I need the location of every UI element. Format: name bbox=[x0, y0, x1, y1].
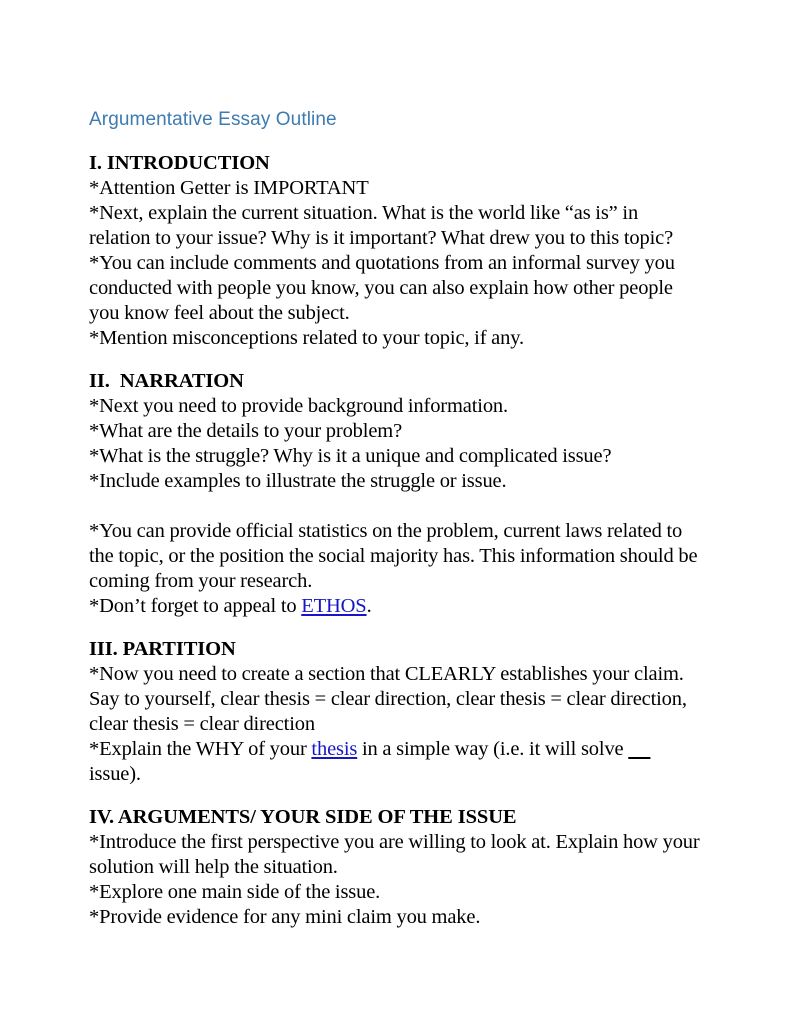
document-body bbox=[89, 108, 703, 930]
section-paragraph: *What is the struggle? Why is it a unique and complicated issue? bbox=[89, 445, 612, 467]
section-paragraph: *Next, explain the current situation. What is the world like “as is” in relation to your issue? Why is it important? What drew you to this topic? bbox=[89, 202, 674, 249]
page-title: Argumentative Essay Outline bbox=[89, 109, 337, 130]
sections-container bbox=[89, 151, 703, 930]
inline-hyperlink[interactable]: ETHOS bbox=[301, 595, 367, 617]
section-paragraph bbox=[89, 737, 703, 787]
paragraph-spacer bbox=[89, 494, 703, 519]
section-paragraph: *Attention Getter is IMPORTANT bbox=[89, 177, 369, 199]
fill-in-blank bbox=[628, 738, 650, 760]
section-heading: IV. ARGUMENTS/ YOUR SIDE OF THE ISSUE bbox=[89, 806, 517, 828]
section-paragraph bbox=[89, 594, 703, 619]
section-paragraph: *Explore one main side of the issue. bbox=[89, 881, 381, 903]
paragraph-text: . bbox=[366, 595, 372, 617]
document-section bbox=[89, 151, 703, 351]
paragraph-text: in a simple way (i.e. it will solve bbox=[357, 738, 629, 760]
section-paragraph: *Introduce the first perspective you are willing to look at. Explain how your solution will help the situation. bbox=[89, 831, 700, 878]
section-paragraph: *Next you need to provide background information. bbox=[89, 395, 508, 417]
section-paragraph: *What are the details to your problem? bbox=[89, 420, 403, 442]
section-paragraph: *Provide evidence for any mini claim you make. bbox=[89, 906, 481, 928]
section-paragraph: *Include examples to illustrate the struggle or issue. bbox=[89, 470, 507, 492]
paragraph-text: *Don’t forget to appeal to bbox=[89, 595, 302, 617]
section-heading: II. NARRATION bbox=[89, 370, 244, 392]
document-section bbox=[89, 637, 703, 787]
section-heading: III. PARTITION bbox=[89, 638, 236, 660]
inline-hyperlink[interactable]: thesis bbox=[311, 738, 358, 760]
section-heading: I. INTRODUCTION bbox=[89, 152, 270, 174]
paragraph-text: *Explain the WHY of your bbox=[89, 738, 312, 760]
section-paragraph: *Now you need to create a section that CLEARLY establishes your claim. Say to yourself, clear thesis = clear direction, clear thesis = clear direction, clear thesis = clear direction bbox=[89, 663, 687, 735]
section-paragraph: *You can include comments and quotations from an informal survey you conducted with people you know, you can also explain how other people you know feel about the subject. bbox=[89, 252, 675, 324]
section-paragraph: *You can provide official statistics on the problem, current laws related to the topic, or the position the social majority has. This information should be coming from your research. bbox=[89, 520, 698, 592]
document-section bbox=[89, 369, 703, 619]
section-paragraph: *Mention misconceptions related to your topic, if any. bbox=[89, 327, 524, 349]
document-section bbox=[89, 805, 703, 930]
paragraph-text: issue). bbox=[89, 763, 141, 785]
